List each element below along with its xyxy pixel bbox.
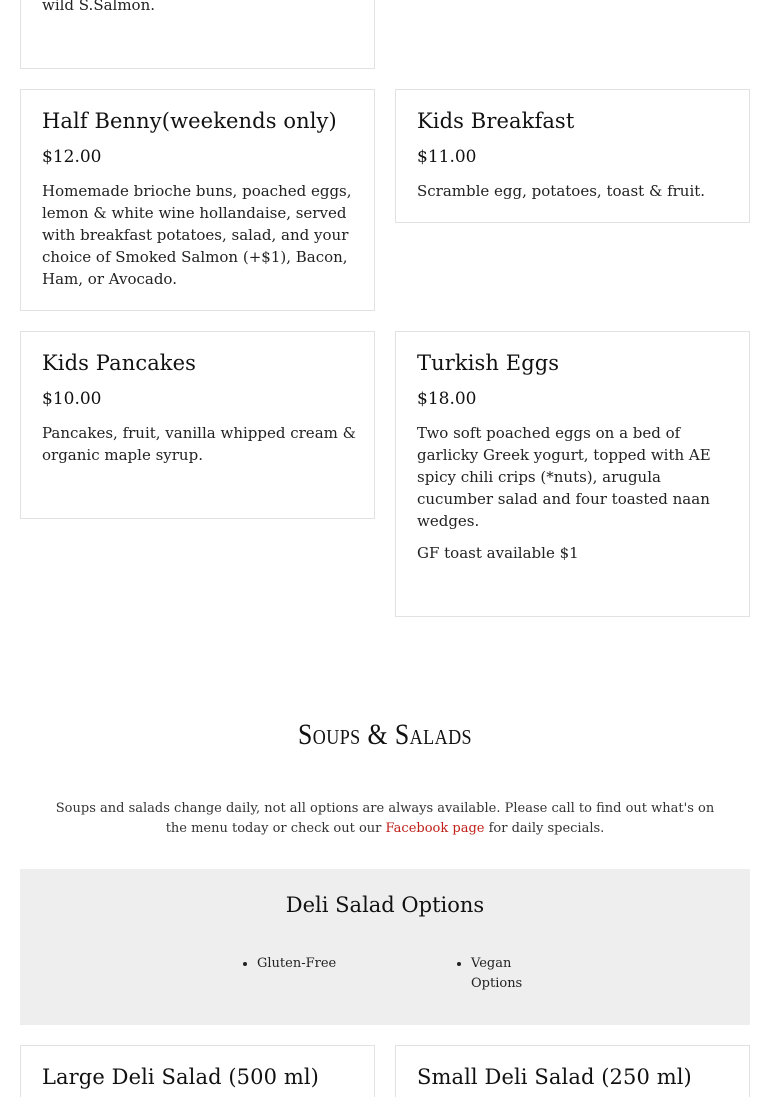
menu-item-description: Pancakes, fruit, vanilla whipped cream & organic maple syrup. [42,424,356,464]
menu-item-card [395,89,750,223]
menu-item-title: Turkish Eggs [417,351,560,375]
menu-item-card [395,1045,750,1097]
menu-item-price: $10.00 [42,389,102,409]
menu-item-price: $18.00 [417,389,477,409]
menu-item-description: wild S.Salmon. [42,0,156,14]
deli-salad-options-panel [20,869,750,1025]
menu-item-title: Small Deli Salad (250 ml) [417,1065,692,1089]
menu-item-description: Two soft poached eggs on a bed of garlicky Greek yogurt, topped with AE spicy chili crips (*nuts), arugula cucumber salad and four toasted naan wedges. [417,424,711,530]
bullet-icon [243,962,247,966]
menu-item-card [20,89,375,311]
option-gluten-free [257,954,377,974]
menu-item-title: Large Deli Salad (500 ml) [42,1065,319,1089]
menu-item-note: GF toast available $1 [417,544,579,562]
menu-item-price: $12.00 [42,147,102,167]
menu-item-price: $11.00 [417,147,477,167]
menu-item-title: Kids Breakfast [417,109,575,133]
intro-text-end: for daily specials. [484,821,605,836]
option-label: Gluten-Free [257,956,337,971]
menu-item-description: Homemade brioche buns, poached eggs, lemon & white wine hollandaise, served with breakfast potatoes, salad, and your choice of Smoked Salmon (+$1), Bacon, Ham, or Avocado. [42,182,352,288]
menu-item-description: Scramble egg, potatoes, toast & fruit. [417,182,706,200]
menu-item-title: Kids Pancakes [42,351,197,375]
bullet-icon [457,962,461,966]
intro-text: Soups and salads change daily, not all options are always available. Please call to find out what's on the menu today or check out our [55,801,715,836]
menu-item-title: Half Benny(weekends only) [42,109,337,133]
option-vegan [471,954,533,994]
section-intro [44,799,726,839]
menu-item-card [20,0,375,69]
menu-item-card [20,1045,375,1097]
menu-item-card [395,331,750,617]
section-title: Soups & Salads [297,718,473,751]
deli-options-heading: Deli Salad Options [285,893,485,917]
facebook-page-link[interactable]: Facebook page [385,821,485,836]
menu-item-card [20,331,375,519]
option-label: Vegan Options [471,956,523,991]
